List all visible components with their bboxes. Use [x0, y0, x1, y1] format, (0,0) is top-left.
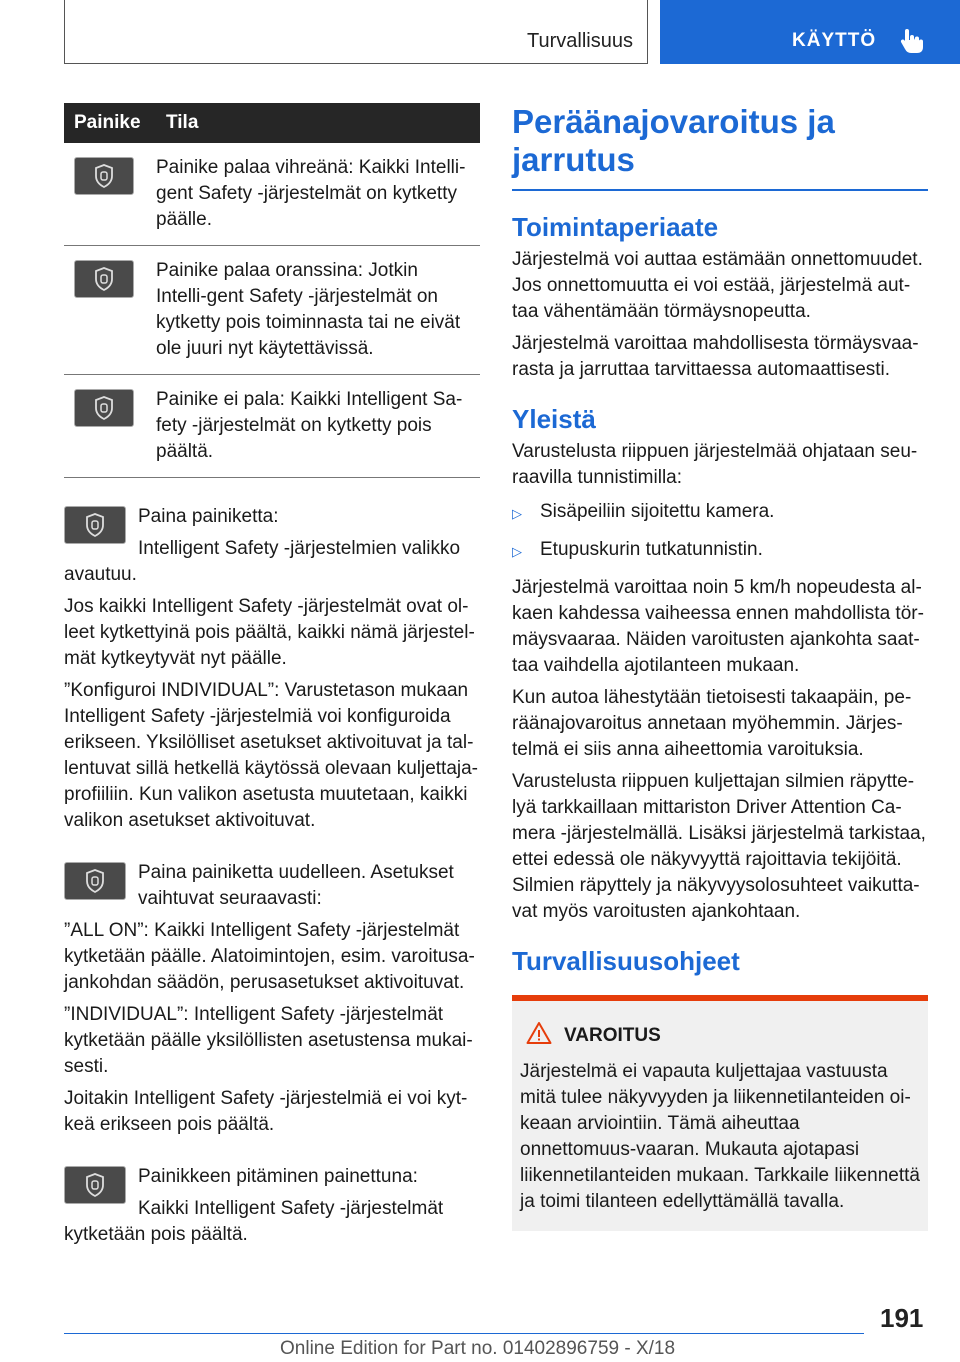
- table-cell-status: Painike palaa vihreänä: Kaikki Intelli-gent Safety -järjestelmät on kytketty päälle.: [156, 143, 480, 246]
- table-header-tila: Tila: [156, 103, 480, 143]
- right-column: [512, 103, 928, 1231]
- header-section-box: [64, 0, 648, 64]
- footer-divider: [64, 1333, 864, 1334]
- warning-text: Järjestelmä ei vapauta kuljettajaa vastuusta mitä tulee näkyvyyden ja liikennetilanteiden oi-keaan arviointiin. Tämä aiheuttaa onnettomuus-vaaran. Mukauta ajotapasi liikennetilanteiden mukaan. Tarkkaile liikennettä ja toimi tilanteen edellyttämällä tavalla.: [520, 1061, 920, 1212]
- intelligent-safety-button-icon: [74, 260, 134, 298]
- section-title: Peräänajovaroitus ja jarrutus: [512, 103, 835, 178]
- intelligent-safety-button-icon: [74, 389, 134, 427]
- warning-title: VAROITUS: [564, 1025, 661, 1046]
- paragraph: Jos kaikki Intelligent Safety -järjestelmät ovat ol-leet kytkettyinä pois päältä, kaikki nämä järjestel-mät kytkeytyvät nyt päälle.: [64, 596, 475, 669]
- page-number: 191: [880, 1303, 924, 1333]
- paragraph: Kun autoa lähestytään tietoisesti takaapäin, pe-räänajovaroitus annetaan myöhemmin. Järjes-telmä ei siis anna aiheettomia varoituksia.: [512, 687, 912, 760]
- header-chapter-title: KÄYTTÖ: [792, 30, 877, 51]
- instruction-text: Paina painiketta:: [138, 506, 279, 527]
- paragraph: ”ALL ON”: Kaikki Intelligent Safety -järjestelmät kytketään päälle. Alatoimintojen, esim. varoitusa-jankohdan säädön, perusasetukset aktivoituvat.: [64, 920, 475, 993]
- list-item-text: Sisäpeiliin sijoitettu kamera.: [540, 501, 775, 522]
- instruction-result: Kaikki Intelligent Safety -järjestelmät kytketään pois päältä.: [64, 1198, 444, 1245]
- paragraph: ”Konfiguroi INDIVIDUAL”: Varustetason mukaan Intelligent Safety -järjestelmiä voi konfiguroida erikseen. Yksilölliset asetukset aktivoituvat ja tal-lentuvat sillä hetkellä käytössä olevaan kuljettaja-profiiliin. Kun valikon asetusta muutetaan, kaikki valikon asetukset aktivoituvat.: [64, 680, 479, 831]
- triangle-bullet-icon: ▷: [512, 506, 522, 521]
- table-row: [64, 375, 480, 478]
- list-item: [512, 537, 928, 565]
- list-item: [512, 499, 928, 527]
- intelligent-safety-button-icon: [64, 506, 126, 544]
- intelligent-safety-button-icon: [64, 862, 126, 900]
- left-column: [64, 103, 480, 1254]
- table-cell-status: Painike ei pala: Kaikki Intelligent Sa-fety -järjestelmät on kytketty pois päältä.: [156, 375, 480, 478]
- list-item-text: Etupuskurin tutkatunnistin.: [540, 539, 763, 560]
- instruction-text: Painikkeen pitäminen painettuna:: [138, 1166, 418, 1187]
- intelligent-safety-button-icon: [64, 1166, 126, 1204]
- instruction-hold-button: [64, 1164, 480, 1254]
- paragraph: Järjestelmä varoittaa noin 5 km/h nopeudesta al-kaen kahdessa vaiheessa ennen mahdollista tör-mäysvaaraa. Näiden varoitusten ajankohta saat-taa vaihdella ajotilanteen mukaan.: [512, 577, 924, 676]
- subheading-turvallisuusohjeet: Turvallisuusohjeet: [512, 946, 740, 976]
- paragraph: Varustelusta riippuen järjestelmää ohjataan seu-raavilla tunnistimilla:: [512, 441, 918, 488]
- warning-header: [520, 1021, 920, 1051]
- instruction-text: Paina painiketta uudelleen. Asetukset vaihtuvat seuraavasti:: [138, 862, 454, 909]
- intelligent-safety-button-icon: [74, 157, 134, 195]
- warning-triangle-icon: [520, 1021, 564, 1051]
- paragraph: ”INDIVIDUAL”: Intelligent Safety -järjestelmät kytketään päälle yksilöllisten asetustensa mukai-sesti.: [64, 1004, 473, 1077]
- paragraph: Järjestelmä voi auttaa estämään onnettomuudet. Jos onnettomuutta ei voi estää, järjestelmä aut-taa vähentämään törmäysnopeutta.: [512, 249, 923, 322]
- paragraph: Järjestelmä varoittaa mahdollisesta törmäysvaa-rasta ja jarruttaa tarvittaessa automaattisesti.: [512, 333, 919, 380]
- table-row: [64, 246, 480, 375]
- warning-box: [512, 995, 928, 1231]
- subheading-toimintaperiaate: Toimintaperiaate: [512, 212, 719, 242]
- footer-edition: Online Edition for Part no. 01402896759 - X/18: [280, 1338, 676, 1359]
- instruction-press-button: [64, 504, 480, 594]
- title-divider: [512, 189, 928, 191]
- table-header-painike: Painike: [64, 103, 156, 143]
- header-section-title: Turvallisuus: [527, 30, 633, 52]
- header-chapter-tab[interactable]: [660, 0, 960, 64]
- triangle-bullet-icon: ▷: [512, 544, 522, 559]
- subheading-yleista: Yleistä: [512, 404, 596, 434]
- hand-pointer-icon: [900, 28, 924, 59]
- button-status-table: [64, 103, 480, 478]
- instruction-press-again: [64, 860, 480, 918]
- instruction-result: Intelligent Safety -järjestelmien valikko avautuu.: [64, 538, 461, 585]
- table-cell-status: Painike palaa oranssina: Jotkin Intelli-gent Safety -järjestelmät on kytketty pois toiminnasta tai ne eivät ole juuri nyt käytettävissä.: [156, 246, 480, 375]
- paragraph: Joitakin Intelligent Safety -järjestelmiä ei voi kyt-keä erikseen pois päältä.: [64, 1088, 468, 1135]
- table-row: [64, 143, 480, 246]
- paragraph: Varustelusta riippuen kuljettajan silmien räpytte-lyä tarkkaillaan mittariston Driver Attention Ca-mera -järjestelmällä. Lisäksi järjestelmä tarkistaa, ettei edessä ole näkyvyyttä rajoittavia tekijöitä. Silmien räpyttely ja näkyvyysolosuhteet vaikutta-vat myös varoitusten ajankohtaan.: [512, 771, 926, 922]
